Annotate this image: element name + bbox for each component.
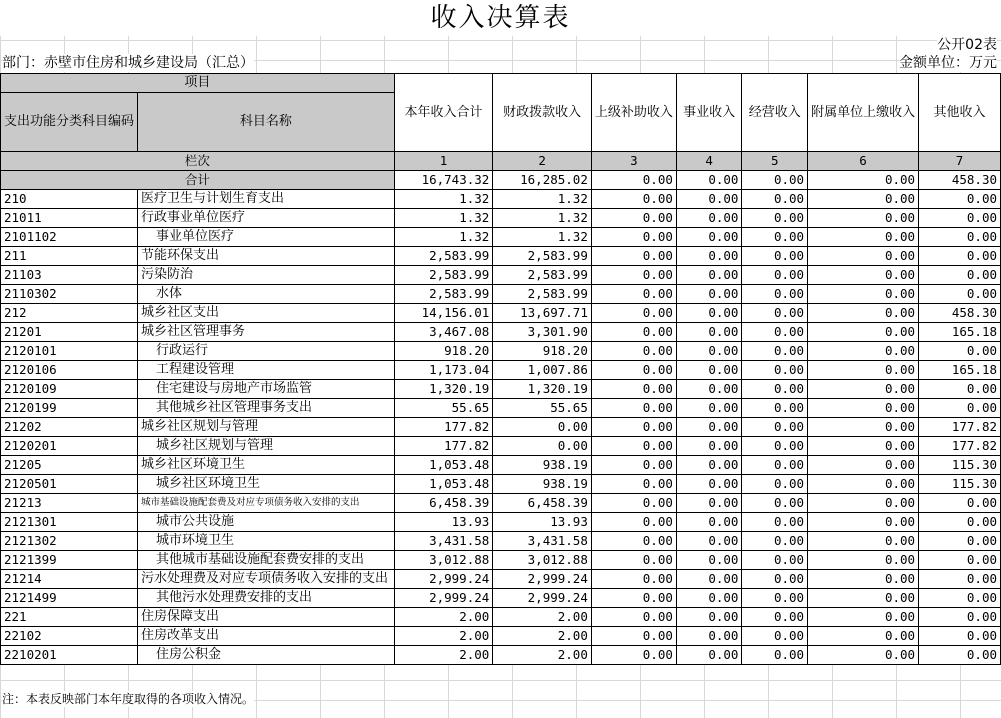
- row-value: 0.00: [919, 209, 1001, 228]
- table-row: [1, 342, 1001, 361]
- row-value: 0.00: [808, 380, 919, 399]
- row-value: 0.00: [676, 418, 742, 437]
- row-value: 0.00: [676, 646, 742, 665]
- table-row: [1, 608, 1001, 627]
- row-value: 0.00: [591, 456, 676, 475]
- table-row: [1, 209, 1001, 228]
- row-code: 2210201: [1, 646, 138, 665]
- row-value: 0.00: [808, 570, 919, 589]
- row-value: 0.00: [742, 418, 808, 437]
- row-value: 3,012.88: [394, 551, 493, 570]
- row-code: 2120501: [1, 475, 138, 494]
- header-col-5: 经营收入: [742, 74, 808, 152]
- table-row: [1, 285, 1001, 304]
- row-value: 0.00: [676, 513, 742, 532]
- row-name: 城乡社区规划与管理: [138, 418, 395, 437]
- table-body: [1, 190, 1001, 665]
- row-value: 2.00: [493, 627, 592, 646]
- table-row: [1, 228, 1001, 247]
- row-value: 0.00: [676, 190, 742, 209]
- row-value: 0.00: [493, 418, 592, 437]
- row-code: 2120109: [1, 380, 138, 399]
- row-value: 0.00: [676, 209, 742, 228]
- row-code: 21214: [1, 570, 138, 589]
- row-value: 13.93: [493, 513, 592, 532]
- row-value: 2.00: [394, 608, 493, 627]
- row-value: 2,999.24: [493, 570, 592, 589]
- table-row: [1, 646, 1001, 665]
- department-label: 部门：赤壁市住房和城乡建设局（汇总）: [2, 55, 254, 71]
- table-row: [1, 627, 1001, 646]
- row-value: 0.00: [742, 437, 808, 456]
- header-col-6: 附属单位上缴收入: [808, 74, 919, 152]
- row-value: 0.00: [676, 380, 742, 399]
- row-value: 0.00: [742, 456, 808, 475]
- row-code: 2121301: [1, 513, 138, 532]
- row-value: 2,583.99: [394, 266, 493, 285]
- row-value: 0.00: [808, 437, 919, 456]
- row-value: 3,012.88: [493, 551, 592, 570]
- row-value: 0.00: [591, 551, 676, 570]
- row-value: 0.00: [493, 437, 592, 456]
- table-row: [1, 589, 1001, 608]
- row-value: 0.00: [808, 399, 919, 418]
- row-value: 1.32: [394, 190, 493, 209]
- row-value: 0.00: [919, 228, 1001, 247]
- row-value: 0.00: [742, 323, 808, 342]
- row-value: 0.00: [742, 399, 808, 418]
- row-value: 0.00: [808, 646, 919, 665]
- row-value: 0.00: [591, 361, 676, 380]
- row-value: 55.65: [394, 399, 493, 418]
- table-row: [1, 513, 1001, 532]
- row-code: 2121302: [1, 532, 138, 551]
- row-value: 0.00: [591, 608, 676, 627]
- row-value: 0.00: [742, 285, 808, 304]
- row-value: 0.00: [742, 608, 808, 627]
- row-value: 1.32: [394, 209, 493, 228]
- row-name: 住房保障支出: [138, 608, 395, 627]
- row-value: 938.19: [493, 475, 592, 494]
- table-row: [1, 247, 1001, 266]
- row-value: 0.00: [676, 437, 742, 456]
- row-value: 0.00: [742, 266, 808, 285]
- total-value: 0.00: [808, 171, 919, 190]
- row-code: 2101102: [1, 228, 138, 247]
- row-value: 177.82: [919, 418, 1001, 437]
- row-value: 0.00: [808, 323, 919, 342]
- row-value: 2,583.99: [493, 247, 592, 266]
- table-row: [1, 532, 1001, 551]
- row-code: 2120199: [1, 399, 138, 418]
- row-value: 3,301.90: [493, 323, 592, 342]
- row-value: 0.00: [808, 608, 919, 627]
- table-row: [1, 570, 1001, 589]
- row-value: 1,007.86: [493, 361, 592, 380]
- row-value: 0.00: [808, 551, 919, 570]
- row-value: 0.00: [591, 285, 676, 304]
- row-value: 0.00: [676, 266, 742, 285]
- row-value: 0.00: [591, 627, 676, 646]
- row-value: 0.00: [742, 570, 808, 589]
- row-value: 0.00: [808, 190, 919, 209]
- header-col-4: 事业收入: [676, 74, 742, 152]
- row-value: 0.00: [808, 513, 919, 532]
- row-value: 0.00: [676, 323, 742, 342]
- row-value: 3,431.58: [493, 532, 592, 551]
- row-value: 0.00: [742, 361, 808, 380]
- row-value: 0.00: [808, 285, 919, 304]
- total-value: 0.00: [591, 171, 676, 190]
- row-name: 城乡社区环境卫生: [138, 456, 395, 475]
- row-value: 0.00: [919, 532, 1001, 551]
- row-value: 0.00: [808, 475, 919, 494]
- row-name: 污水处理费及对应专项债务收入安排的支出: [138, 570, 395, 589]
- table-row: [1, 266, 1001, 285]
- row-value: 0.00: [591, 247, 676, 266]
- row-code: 2120106: [1, 361, 138, 380]
- row-name: 行政事业单位医疗: [138, 209, 395, 228]
- row-value: 2,999.24: [394, 589, 493, 608]
- row-value: 0.00: [808, 494, 919, 513]
- row-value: 2.00: [394, 627, 493, 646]
- table-row: [1, 456, 1001, 475]
- row-value: 2.00: [493, 646, 592, 665]
- row-value: 0.00: [591, 399, 676, 418]
- row-value: 0.00: [676, 361, 742, 380]
- row-value: 0.00: [591, 323, 676, 342]
- row-value: 0.00: [919, 627, 1001, 646]
- row-value: 0.00: [808, 266, 919, 285]
- row-value: 1,173.04: [394, 361, 493, 380]
- row-value: 0.00: [676, 228, 742, 247]
- row-value: 2,583.99: [493, 285, 592, 304]
- header-col-2: 财政拨款收入: [493, 74, 592, 152]
- row-name: 城市基础设施配套费及对应专项债务收入安排的支出: [138, 494, 395, 513]
- row-name: 城乡社区环境卫生: [138, 475, 395, 494]
- total-value: 458.30: [919, 171, 1001, 190]
- row-value: 0.00: [676, 570, 742, 589]
- row-value: 0.00: [676, 342, 742, 361]
- row-value: 165.18: [919, 323, 1001, 342]
- row-code: 21202: [1, 418, 138, 437]
- row-value: 2,583.99: [394, 247, 493, 266]
- total-label: 合计: [1, 171, 395, 190]
- row-value: 458.30: [919, 304, 1001, 323]
- line-label: 栏次: [1, 152, 395, 171]
- row-value: 938.19: [493, 456, 592, 475]
- row-value: 0.00: [591, 209, 676, 228]
- row-value: 1.32: [493, 190, 592, 209]
- row-value: 0.00: [742, 190, 808, 209]
- income-table: [0, 73, 1001, 665]
- table-row: [1, 399, 1001, 418]
- row-code: 221: [1, 608, 138, 627]
- row-value: 1,320.19: [394, 380, 493, 399]
- row-value: 0.00: [808, 456, 919, 475]
- table-row: [1, 304, 1001, 323]
- row-value: 177.82: [394, 418, 493, 437]
- row-code: 2121399: [1, 551, 138, 570]
- page-title: 收入决算表: [0, 0, 1001, 36]
- row-value: 1.32: [493, 228, 592, 247]
- header-code: 支出功能分类科目编码: [1, 93, 138, 152]
- row-value: 0.00: [591, 494, 676, 513]
- row-code: 22102: [1, 627, 138, 646]
- row-value: 0.00: [808, 228, 919, 247]
- row-value: 0.00: [742, 532, 808, 551]
- row-name: 其他城乡社区管理事务支出: [138, 399, 395, 418]
- row-value: 1,053.48: [394, 475, 493, 494]
- row-value: 2.00: [493, 608, 592, 627]
- row-value: 0.00: [742, 209, 808, 228]
- row-value: 0.00: [808, 304, 919, 323]
- row-name: 其他城市基础设施配套费安排的支出: [138, 551, 395, 570]
- row-value: 0.00: [676, 494, 742, 513]
- table-row: [1, 323, 1001, 342]
- row-value: 13,697.71: [493, 304, 592, 323]
- row-value: 0.00: [742, 228, 808, 247]
- row-name: 城乡社区规划与管理: [138, 437, 395, 456]
- row-value: 0.00: [742, 646, 808, 665]
- row-value: 0.00: [591, 589, 676, 608]
- row-value: 0.00: [808, 532, 919, 551]
- table-row: [1, 190, 1001, 209]
- line-num: 5: [742, 152, 808, 171]
- row-value: 0.00: [742, 627, 808, 646]
- row-code: 211: [1, 247, 138, 266]
- row-value: 115.30: [919, 456, 1001, 475]
- row-value: 1.32: [493, 209, 592, 228]
- line-num: 7: [919, 152, 1001, 171]
- row-value: 0.00: [742, 380, 808, 399]
- row-value: 0.00: [591, 304, 676, 323]
- row-name: 城乡社区支出: [138, 304, 395, 323]
- row-value: 0.00: [919, 266, 1001, 285]
- row-value: 918.20: [493, 342, 592, 361]
- header-name: 科目名称: [138, 93, 395, 152]
- row-value: 0.00: [591, 646, 676, 665]
- header-col-3: 上级补助收入: [591, 74, 676, 152]
- row-name: 住宅建设与房地产市场监管: [138, 380, 395, 399]
- row-name: 工程建设管理: [138, 361, 395, 380]
- row-value: 0.00: [808, 589, 919, 608]
- row-value: 0.00: [676, 627, 742, 646]
- row-value: 918.20: [394, 342, 493, 361]
- row-value: 0.00: [591, 342, 676, 361]
- row-value: 0.00: [591, 380, 676, 399]
- table-row: [1, 418, 1001, 437]
- row-value: 177.82: [394, 437, 493, 456]
- line-num: 1: [394, 152, 493, 171]
- row-name: 医疗卫生与计划生育支出: [138, 190, 395, 209]
- row-code: 212: [1, 304, 138, 323]
- row-value: 3,467.08: [394, 323, 493, 342]
- row-value: 0.00: [676, 456, 742, 475]
- line-num: 4: [676, 152, 742, 171]
- row-code: 21201: [1, 323, 138, 342]
- row-value: 0.00: [676, 399, 742, 418]
- row-name: 城市公共设施: [138, 513, 395, 532]
- row-name: 事业单位医疗: [138, 228, 395, 247]
- row-value: 165.18: [919, 361, 1001, 380]
- table-row: [1, 551, 1001, 570]
- row-code: 21103: [1, 266, 138, 285]
- row-value: 0.00: [919, 342, 1001, 361]
- row-value: 2,583.99: [493, 266, 592, 285]
- row-value: 0.00: [742, 304, 808, 323]
- row-value: 0.00: [591, 190, 676, 209]
- row-value: 3,431.58: [394, 532, 493, 551]
- row-code: 2120101: [1, 342, 138, 361]
- row-value: 0.00: [742, 494, 808, 513]
- row-value: 0.00: [676, 589, 742, 608]
- row-value: 0.00: [919, 190, 1001, 209]
- row-name: 行政运行: [138, 342, 395, 361]
- row-value: 0.00: [742, 513, 808, 532]
- row-value: 0.00: [591, 266, 676, 285]
- row-value: 1,053.48: [394, 456, 493, 475]
- row-value: 13.93: [394, 513, 493, 532]
- line-num: 6: [808, 152, 919, 171]
- row-code: 2120201: [1, 437, 138, 456]
- row-value: 0.00: [591, 532, 676, 551]
- table-row: [1, 494, 1001, 513]
- row-value: 55.65: [493, 399, 592, 418]
- row-value: 0.00: [919, 513, 1001, 532]
- total-value: 16,743.32: [394, 171, 493, 190]
- line-num: 3: [591, 152, 676, 171]
- row-value: 0.00: [676, 475, 742, 494]
- row-name: 水体: [138, 285, 395, 304]
- row-value: 0.00: [919, 247, 1001, 266]
- row-name: 污染防治: [138, 266, 395, 285]
- row-value: 2,583.99: [394, 285, 493, 304]
- row-value: 0.00: [919, 494, 1001, 513]
- row-name: 节能环保支出: [138, 247, 395, 266]
- row-value: 0.00: [742, 342, 808, 361]
- row-value: 0.00: [808, 247, 919, 266]
- row-code: 21011: [1, 209, 138, 228]
- row-value: 0.00: [808, 627, 919, 646]
- row-value: 6,458.39: [394, 494, 493, 513]
- row-value: 0.00: [742, 475, 808, 494]
- row-name: 城市环境卫生: [138, 532, 395, 551]
- row-name: 其他污水处理费安排的支出: [138, 589, 395, 608]
- form-number: 公开02表: [937, 37, 997, 53]
- row-value: 0.00: [808, 418, 919, 437]
- row-code: 21205: [1, 456, 138, 475]
- row-value: 0.00: [591, 437, 676, 456]
- row-value: 0.00: [742, 551, 808, 570]
- row-value: 0.00: [742, 589, 808, 608]
- row-value: 14,156.01: [394, 304, 493, 323]
- total-value: 0.00: [676, 171, 742, 190]
- row-code: 2121499: [1, 589, 138, 608]
- row-value: 0.00: [808, 342, 919, 361]
- row-value: 0.00: [919, 589, 1001, 608]
- row-value: 1.32: [394, 228, 493, 247]
- row-value: 177.82: [919, 437, 1001, 456]
- row-value: 0.00: [676, 247, 742, 266]
- row-value: 6,458.39: [493, 494, 592, 513]
- header-col-7: 其他收入: [919, 74, 1001, 152]
- total-value: 16,285.02: [493, 171, 592, 190]
- row-value: 0.00: [919, 570, 1001, 589]
- row-value: 0.00: [808, 361, 919, 380]
- row-value: 0.00: [919, 399, 1001, 418]
- row-value: 0.00: [676, 532, 742, 551]
- row-name: 城乡社区管理事务: [138, 323, 395, 342]
- row-value: 2.00: [394, 646, 493, 665]
- table-row: [1, 361, 1001, 380]
- row-code: 210: [1, 190, 138, 209]
- total-value: 0.00: [742, 171, 808, 190]
- header-item: 项目: [1, 74, 395, 93]
- table-row: [1, 380, 1001, 399]
- footnote: 注：本表反映部门本年度取得的各项收入情况。: [2, 692, 255, 706]
- row-value: 0.00: [591, 418, 676, 437]
- row-name: 住房公积金: [138, 646, 395, 665]
- row-code: 2110302: [1, 285, 138, 304]
- row-value: 0.00: [919, 608, 1001, 627]
- row-value: 0.00: [591, 228, 676, 247]
- row-code: 21213: [1, 494, 138, 513]
- row-value: 0.00: [742, 247, 808, 266]
- row-value: 0.00: [676, 285, 742, 304]
- table-row: [1, 437, 1001, 456]
- row-value: 115.30: [919, 475, 1001, 494]
- row-value: 0.00: [919, 380, 1001, 399]
- row-value: 0.00: [676, 551, 742, 570]
- row-value: 0.00: [591, 570, 676, 589]
- row-value: 0.00: [919, 285, 1001, 304]
- line-num: 2: [493, 152, 592, 171]
- row-value: 0.00: [919, 646, 1001, 665]
- table-row: [1, 475, 1001, 494]
- row-value: 1,320.19: [493, 380, 592, 399]
- row-value: 0.00: [808, 209, 919, 228]
- row-value: 0.00: [676, 608, 742, 627]
- header-col-1: 本年收入合计: [394, 74, 493, 152]
- row-value: 0.00: [591, 513, 676, 532]
- row-name: 住房改革支出: [138, 627, 395, 646]
- row-value: 0.00: [919, 551, 1001, 570]
- row-value: 0.00: [676, 304, 742, 323]
- unit-label: 金额单位：万元: [899, 55, 997, 71]
- row-value: 2,999.24: [394, 570, 493, 589]
- row-value: 2,999.24: [493, 589, 592, 608]
- row-value: 0.00: [591, 475, 676, 494]
